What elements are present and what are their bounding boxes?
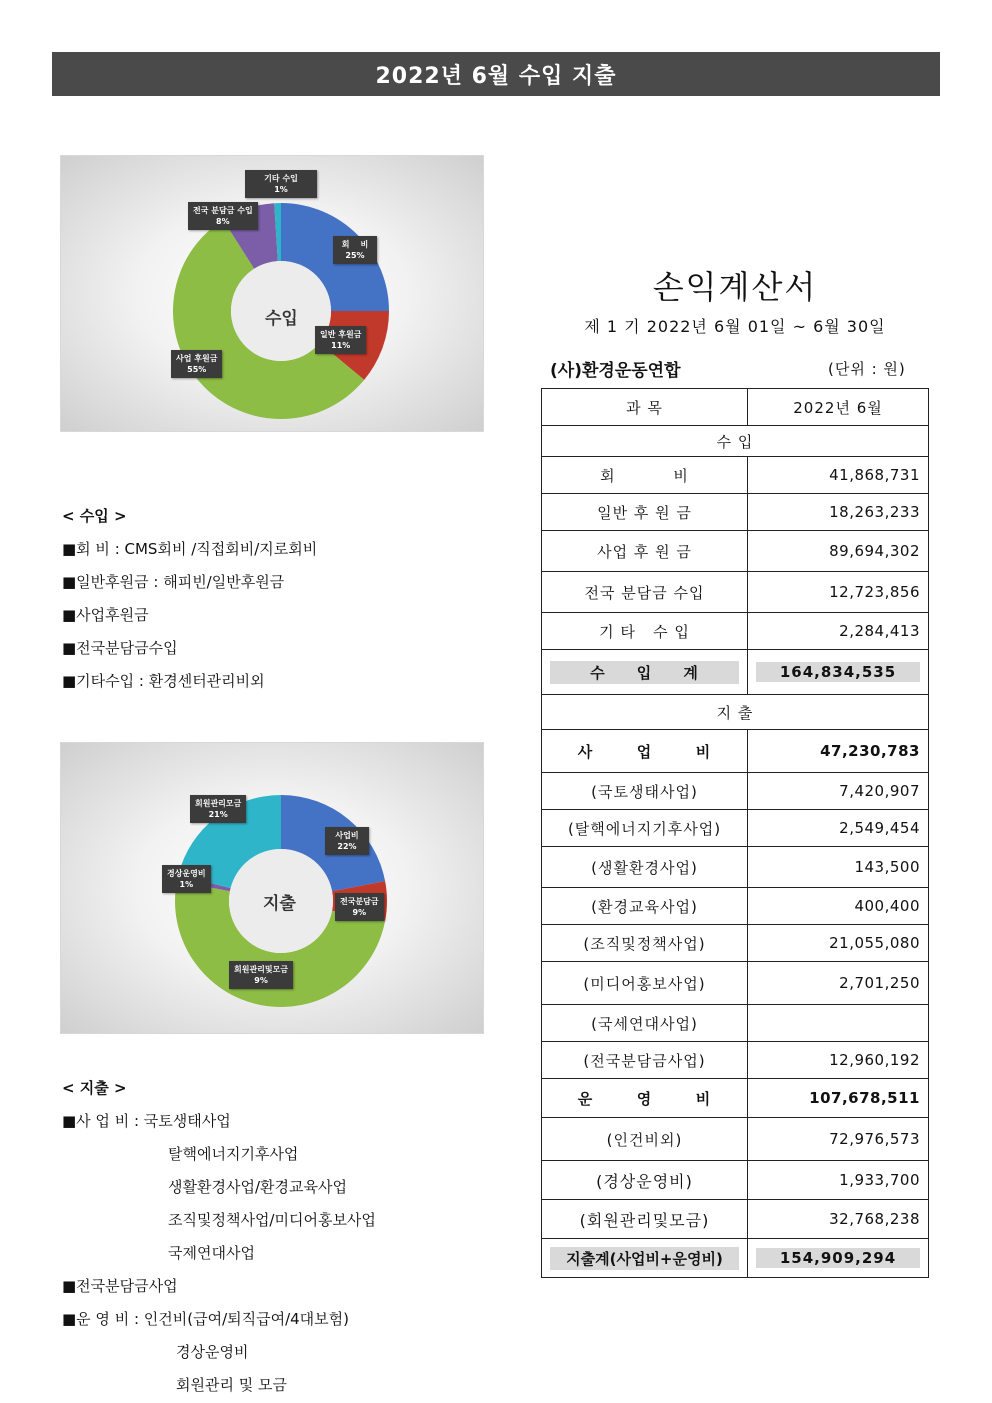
statement-org: (사)환경운동연합 <box>550 361 681 381</box>
table-row: 기 타 수 입 2,284,413 <box>542 613 929 650</box>
table-row: (생활환경사업) 143,500 <box>542 847 929 888</box>
table-row: (인건비외) 72,976,573 <box>542 1118 929 1161</box>
expense-label-operating: 경상운영비 1% <box>162 865 211 893</box>
table-row: (회원관리및모금) 32,768,238 <box>542 1200 929 1239</box>
table-row: 전국 분담금 수입 12,723,856 <box>542 572 929 613</box>
expense-section-header: 지 출 <box>542 695 929 730</box>
expense-total-value: 154,909,294 <box>756 1248 920 1268</box>
income-legend-item: ■전국분담금수입 <box>62 639 178 657</box>
income-legend-head: < 수입 > <box>62 507 127 525</box>
expense-label-membership-raising: 회원관리모금 21% <box>190 795 246 823</box>
income-total-value: 164,834,535 <box>756 662 920 682</box>
income-chart <box>60 155 484 432</box>
table-row: 사업 후 원 금 89,694,302 <box>542 531 929 572</box>
income-label-general: 일반 후원금 11% <box>315 326 366 354</box>
expense-label-membership-mgmt: 회원관리및모금 9% <box>229 961 293 989</box>
expense-legend-item: ■사 업 비 : 국토생태사업 <box>62 1112 231 1130</box>
statement-table <box>541 388 929 1278</box>
statement-period: 제 1 기 2022년 6월 01일 ~ 6월 30일 <box>584 317 886 336</box>
table-row: (환경교육사업) 400,400 <box>542 888 929 925</box>
table-header-row <box>542 389 929 426</box>
expense-label-national: 전국분담금 9% <box>335 893 384 921</box>
page-title: 2022년 6월 수입 지출 <box>375 63 617 89</box>
income-legend-item: ■기타수입 : 환경센터관리비외 <box>62 672 265 690</box>
business-total-row: 사 업 비 47,230,783 <box>542 730 929 773</box>
table-row: 회 비 41,868,731 <box>542 457 929 494</box>
income-label-membership: 회 비 25% <box>333 236 377 264</box>
income-legend <box>62 500 317 698</box>
expense-label-business: 사업비 22% <box>325 827 369 855</box>
expense-legend-item: 조직및정책사업/미디어홍보사업 <box>168 1211 376 1229</box>
income-legend-item: ■사업후원금 <box>62 606 149 624</box>
expense-legend-item: 국제연대사업 <box>168 1244 255 1262</box>
expense-legend-item: 생활환경사업/환경교육사업 <box>168 1178 347 1196</box>
income-legend-item: ■일반후원금 : 해피빈/일반후원금 <box>62 573 285 591</box>
expense-total-row <box>542 1239 929 1278</box>
expense-legend-head: < 지출 > <box>62 1079 127 1097</box>
expense-legend-item: 경상운영비 <box>176 1343 249 1361</box>
expense-total-label: 지출계(사업비+운영비) <box>550 1247 739 1270</box>
income-legend-item: ■회 비 : CMS회비 /직접회비/지로회비 <box>62 540 318 558</box>
statement-title: 손익계산서 <box>652 268 818 306</box>
expense-legend-item: ■전국분담금사업 <box>62 1277 178 1295</box>
income-center-label: 수입 <box>265 309 298 329</box>
table-row: (조직및정책사업) 21,055,080 <box>542 925 929 962</box>
expense-legend <box>62 1072 376 1402</box>
table-row: 일반 후 원 금 18,263,233 <box>542 494 929 531</box>
operating-total-row: 운 영 비 107,678,511 <box>542 1079 929 1118</box>
income-section-row <box>542 426 929 457</box>
col-period-header: 2022년 6월 <box>748 389 929 426</box>
expense-legend-item: 탈핵에너지기후사업 <box>168 1145 299 1163</box>
table-row: (전국분담금사업) 12,960,192 <box>542 1042 929 1079</box>
table-row: (국토생태사업) 7,420,907 <box>542 773 929 810</box>
expense-legend-item: 회원관리 및 모금 <box>176 1376 287 1394</box>
statement-unit: (단위 : 원) <box>828 360 906 378</box>
page-banner <box>52 52 940 96</box>
col-subject-header: 과 목 <box>542 389 748 426</box>
expense-section-row <box>542 695 929 730</box>
table-row: (국세연대사업) <box>542 1005 929 1042</box>
income-total-label: 수 입 계 <box>550 661 739 684</box>
income-label-national: 전국 분담금 수입 8% <box>188 202 258 230</box>
income-label-other: 기타 수입 1% <box>245 170 317 198</box>
expense-legend-item: ■운 영 비 : 인건비(급여/퇴직급여/4대보험) <box>62 1310 350 1328</box>
expense-chart <box>60 742 484 1034</box>
table-row: (경상운영비) 1,933,700 <box>542 1161 929 1200</box>
expense-center-label: 지출 <box>263 894 296 914</box>
income-section-header: 수 입 <box>542 426 929 457</box>
table-row: (미디어홍보사업) 2,701,250 <box>542 962 929 1005</box>
expense-donut <box>61 743 483 1033</box>
table-row: (탈핵에너지기후사업) 2,549,454 <box>542 810 929 847</box>
income-label-business: 사업 후원금 55% <box>171 350 222 378</box>
income-total-row <box>542 650 929 695</box>
